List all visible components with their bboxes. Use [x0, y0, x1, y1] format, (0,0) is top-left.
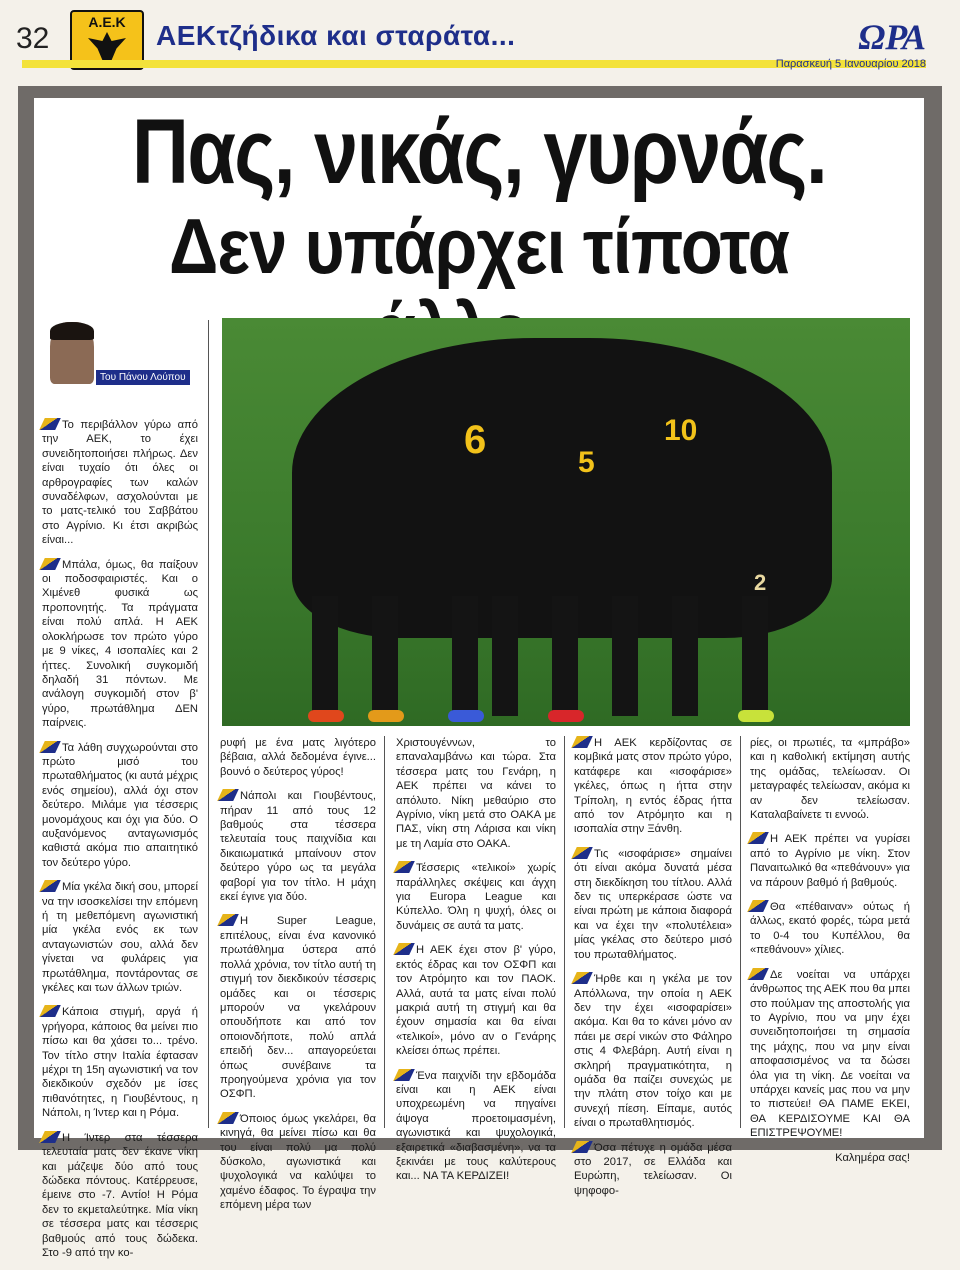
pen-icon — [571, 1141, 593, 1153]
paragraph: Τα λάθη συγχωρούνται στο πρώτο μισό του πρωταθλήματος (κι αυτά μέχρις ενός σημείου), αλλά όχι στον δεύτερο. Μιλάμε για τέσσερις μονομάχους και όχι για δύο. Ο αυξανόμενος ανταγωνισμός καθιστά ακόμα πιο απαιτητικό τον δεύτερο γύρο. — [42, 741, 198, 871]
issue-date: Παρασκευή 5 Ιανουαρίου 2018 — [775, 58, 926, 70]
column-rule — [564, 736, 565, 1128]
paragraph: Δε νοείται να υπάρχει άνθρωπος της ΑΕΚ που θα μπει στο πούλμαν της αποστολής για το Αγρίνιο, που να μην έχει συνειδητοποιήσει τη σημασία της μάχης, που να μην είναι αποφασισμένος να τα δώσει όλα για τη νίκη. Δε νοείται να υπάρχει κανείς μας που να μην το πιστεύει! ΘΑ ΠΑΜΕ ΕΚΕΙ, ΘΑ ΚΕΡΔΙΣΟΥΜΕ ΚΑΙ ΘΑ ΕΠΙΣΤΡΕΨΟΥΜΕ! — [750, 968, 910, 1141]
paragraph: Η ΑΕΚ πρέπει να γυρίσει από το Αγρίνιο με νίκη. Στον Παναιτωλικό θα «πεθάνουν» για να πάρουν βαθμό ή βαθμούς. — [750, 832, 910, 890]
paragraph: ρυφή με ένα ματς λιγότερο βέβαια, αλλά δεδομένα έγινε... βουνό ο δεύτερος γύρος! — [220, 737, 376, 778]
pen-icon — [39, 418, 61, 430]
boot — [448, 710, 484, 722]
paragraph: Μία γκέλα δική σου, μπορεί να την ισοσκελίσει την επόμενη ή τη μεθεπόμενη αγωνιστική μία γκέλα ενός εκ των ανταγωνιστών σου, αλλά δεν γίνεται να φυλάρεις για πρωτάθλημα, ποντάροντας σε γκέλες και των άλλων τριών. — [42, 880, 198, 995]
paragraph: Νάπολι και Γιουβέντους, πήραν 11 από τους 12 βαθμούς στα τέσσερα τελευταία τους παιχνίδια και δικαιωματικά μπαίνουν στον δεύτερο γύρο ως τα μεγάλα φαβορί για τον τίτλο. Η μάχη εκεί έγινε για δύο. — [220, 789, 376, 904]
team-huddle-photo — [222, 318, 910, 726]
boot — [368, 710, 404, 722]
player-leg — [612, 596, 638, 716]
pen-icon — [747, 968, 769, 980]
paragraph: Η Ίντερ στα τέσσερα τελευταία ματς δεν έκανε νίκη και μάζεψε δύο από τους δώδεκα πόντους. Κατέρρευσε, έμεινε στο -7. Αντίο! Η Ρόμα δεν το εκμεταλεύτηκε. Μία νίκη σε τέσσερα ματς και τέσσερις βαθμούς από τους δώδεκα. Στο -9 από την κο- — [42, 1131, 198, 1261]
headline-line-2: Δεν υπάρχει τίποτα — [168, 202, 790, 290]
players-huddle — [292, 338, 832, 638]
pen-icon — [747, 900, 769, 912]
column-1 — [42, 418, 198, 1270]
paragraph: Χριστουγέννων, το επαναλαμβάνω και τώρα. Στα τέσσερα ματς του Γενάρη, η ΑΕΚ πρέπει να κάνει το απόλυτο. Νίκη μεθαύριο στο Αγρίνιο, νίκη μετά στο ΟΑΚΑ με ΠΑΣ, νίκη στη Λάρισα και νίκη με τη Λαμία στο ΟΑΚΑ. — [396, 737, 556, 850]
author-box — [42, 322, 194, 386]
pen-icon — [393, 1069, 415, 1081]
paragraph: Η ΑΕΚ κερδίζοντας σε κομβικά ματς στον πρώτο γύρο, κατάφερε και «ισοφάρισε» γκέλες, όπως η ήττα στην Τρίπολη, η εντός έδρας ήττα από τον Ατρόμητο και η ισοπαλία στην Ξάνθη. — [574, 736, 732, 837]
column-rule — [208, 320, 209, 1128]
column-4 — [574, 736, 732, 1208]
logo-text: Α.Ε.Κ — [88, 14, 126, 30]
pen-icon — [217, 1112, 239, 1124]
paragraph: Θα «πέθαιναν» ούτως ή άλλως, εκατό φορές, τώρα μετά το 0-4 του Κυπέλλου, θα «πεθάνουν» χίλιες. — [750, 900, 910, 958]
jersey-number: 2 — [754, 570, 767, 595]
pen-icon — [39, 1131, 61, 1143]
player-leg — [552, 596, 578, 716]
jersey-number: 6 — [464, 418, 487, 462]
player-leg — [312, 596, 338, 716]
section-title: ΑΕΚτζήδικα και σταράτα... — [156, 20, 516, 51]
pen-icon — [217, 789, 239, 801]
page-header — [0, 0, 960, 88]
paragraph: Τέσσερις «τελικοί» χωρίς παράλληλες σκέψεις και άγχη για Europa League και Κύπελλο. Όλη η ψυχή, όλες οι δυνάμεις σε αυτά τα ματς. — [396, 861, 556, 933]
paragraph: Ήρθε και η γκέλα με τον Απόλλωνα, την οποία η ΑΕΚ δεν την έχει «ισοφαρίσει» ακόμα. Και θα το κάνει μόνο αν πάει με σερί νικών στο Φάληρο στις 4 Φλεβάρη. Αυτή είναι η σκληρή πραγματικότητα, η ομάδα θα παίζει συνεχώς με την πλάτη στον τοίχο και με συνεχή πίεση. Είπαμε, αυτός είναι ο πρωταθλητισμός. — [574, 972, 732, 1130]
pen-icon — [39, 1005, 61, 1017]
paragraph: Η ΑΕΚ έχει στον β' γύρο, εκτός έδρας και τον ΟΣΦΠ και τον Ατρόμητο και τον ΠΑΟΚ. Αλλά, αυτά τα ματς είναι πολύ μακριά αυτή τη στιγμή και θα έχουν σημασία και θα είναι «τελικοί», μόνο αν ο Γενάρης κλείσει όπως πρέπει. — [396, 943, 556, 1058]
author-hair — [50, 322, 94, 340]
jersey-number: 10 — [664, 414, 698, 447]
author-byline: Του Πάνου Λούπου — [96, 370, 190, 385]
pen-icon — [747, 832, 769, 844]
sign-off: Καλημέρα σας! — [835, 1151, 910, 1164]
page-number: 32 — [16, 22, 50, 55]
column-5 — [750, 736, 910, 1175]
player-leg — [492, 596, 518, 716]
column-rule — [384, 736, 385, 1128]
boot — [738, 710, 774, 722]
paragraph: Το περιβάλλον γύρω από την ΑΕΚ, το έχει συνειδητοποιήσει πλήρως. Δεν είναι τυχαίο ότι όλες οι αρθρογραφίες των καλών συναδέλφων, ασχολούνται με το ματς-τελικό του Σαββάτου στο Αγρίνιο. Κι έτσι ακριβώς είναι... — [42, 418, 198, 548]
eagle-icon — [88, 32, 126, 62]
player-leg — [372, 596, 398, 716]
pen-icon — [393, 943, 415, 955]
pen-icon — [39, 741, 61, 753]
paragraph: Κάποια στιγμή, αργά ή γρήγορα, κάποιος θα μείνει πιο πίσω και θα χάσει το... τρένο. Τον τίτλο στην Ιταλία έφτασαν μέχρι τη 15η αγωνιστική να τον διεκδικούν σχεδόν με ίσες πιθανότητες, η Γιουβέντους, η Νάπολι, η Ίντερ και η Ρόμα. — [42, 1005, 198, 1120]
column-2 — [220, 736, 376, 1223]
paragraph: ρίες, οι πρωτιές, τα «μπράβο» και η καθολική εκτίμηση αυτής της ομάδας, τελείωσαν. Οι μεταγραφές τελείωσαν, ακόμα κι αν δεν τελείωσαν. Καταλαβαίνετε τι εννοώ. — [750, 737, 910, 822]
pen-icon — [39, 558, 61, 570]
pen-icon — [217, 914, 239, 926]
pen-icon — [571, 972, 593, 984]
boot — [308, 710, 344, 722]
newspaper-brand: ΩΡΑ — [858, 17, 926, 57]
pen-icon — [571, 847, 593, 859]
paragraph: Μπάλα, όμως, θα παίξουν οι ποδοσφαιριστές. Και ο Χιμένεθ φυσικά ως προπονητής. Τα πράγματα είναι πολύ απλά. Η ΑΕΚ ολοκλήρωσε τον πρώτο γύρο με 9 νίκες, 4 ισοπαλίες και 2 ήττες. Συνολική συγκομιδή δηλαδή 31 πόντων. Με ανάλογη συγκομιδή στον β' γύρο, πρωτάθλημα ΔΕΝ παίρνεις. — [42, 558, 198, 731]
paragraph: Όποιος όμως γκελάρει, θα κινηγά, θα μείνει πίσω και θα του είναι πολύ μα πολύ δύσκολο, αγωνιστικά και ψυχολογικά να καλύψει το χαμένο έδαφος. Το έγραψα την επόμενη μέρα των — [220, 1112, 376, 1213]
player-leg — [452, 596, 478, 716]
paragraph: Τις «ισοφάρισε» σημαίνει ότι είναι ακόμα δυνατά μέσα στη διεκδίκηση του τίτλου. Αλλά δεν τις υπερκέρασε ώστε να είναι πρώτη με κάποια διαφορά και να έχει την «πολυτέλεια» μίας γκέλας στο δεύτερο μισό του πρωταθλήματος. — [574, 847, 732, 962]
paragraph: Όσα πέτυχε η ομάδα μέσα στο 2017, σε Ελλάδα και Ευρώπη, τελείωσαν. Οι ψηφοφο- — [574, 1141, 732, 1199]
player-leg — [742, 596, 768, 716]
boot — [548, 710, 584, 722]
column-3 — [396, 736, 556, 1194]
jersey-number: 5 — [578, 446, 595, 479]
paragraph: Η Super League, επιτέλους, είναι ένα κανονικό πρωτάθλημα ύστερα από πολλά χρόνια, τον τίτλο αυτή τη στιγμή τον διεκδικούν τέσσερις ομάδες και οι τέσσερις μπορούν να γκελάρουν οπουδήποτε και από τον οποιονδήποτε, πολύ απλά επειδή δεν... απαγορεύεται όπως συνέβαινε τα προηγούμενα χρόνια για τον ΟΣΦΠ. — [220, 914, 376, 1101]
column-rule — [740, 736, 741, 1128]
pen-icon — [393, 861, 415, 873]
headline-line-1: Πας, νικάς, γυρνάς. — [131, 101, 827, 203]
pen-icon — [571, 736, 593, 748]
paragraph: Ένα παιχνίδι την εβδομάδα είναι και η ΑΕΚ είναι υποχρεωμένη να πηγαίνει άψογα προετοιμασμένη, αγωνιστικά και ψυχολογικά, εξαιρετικά «διαβασμένη», να τα ξεκινάει με τους καλύτερους και... ΝΑ ΤΑ ΚΕΡΔΙΖΕΙ! — [396, 1069, 556, 1184]
pen-icon — [39, 880, 61, 892]
player-leg — [672, 596, 698, 716]
